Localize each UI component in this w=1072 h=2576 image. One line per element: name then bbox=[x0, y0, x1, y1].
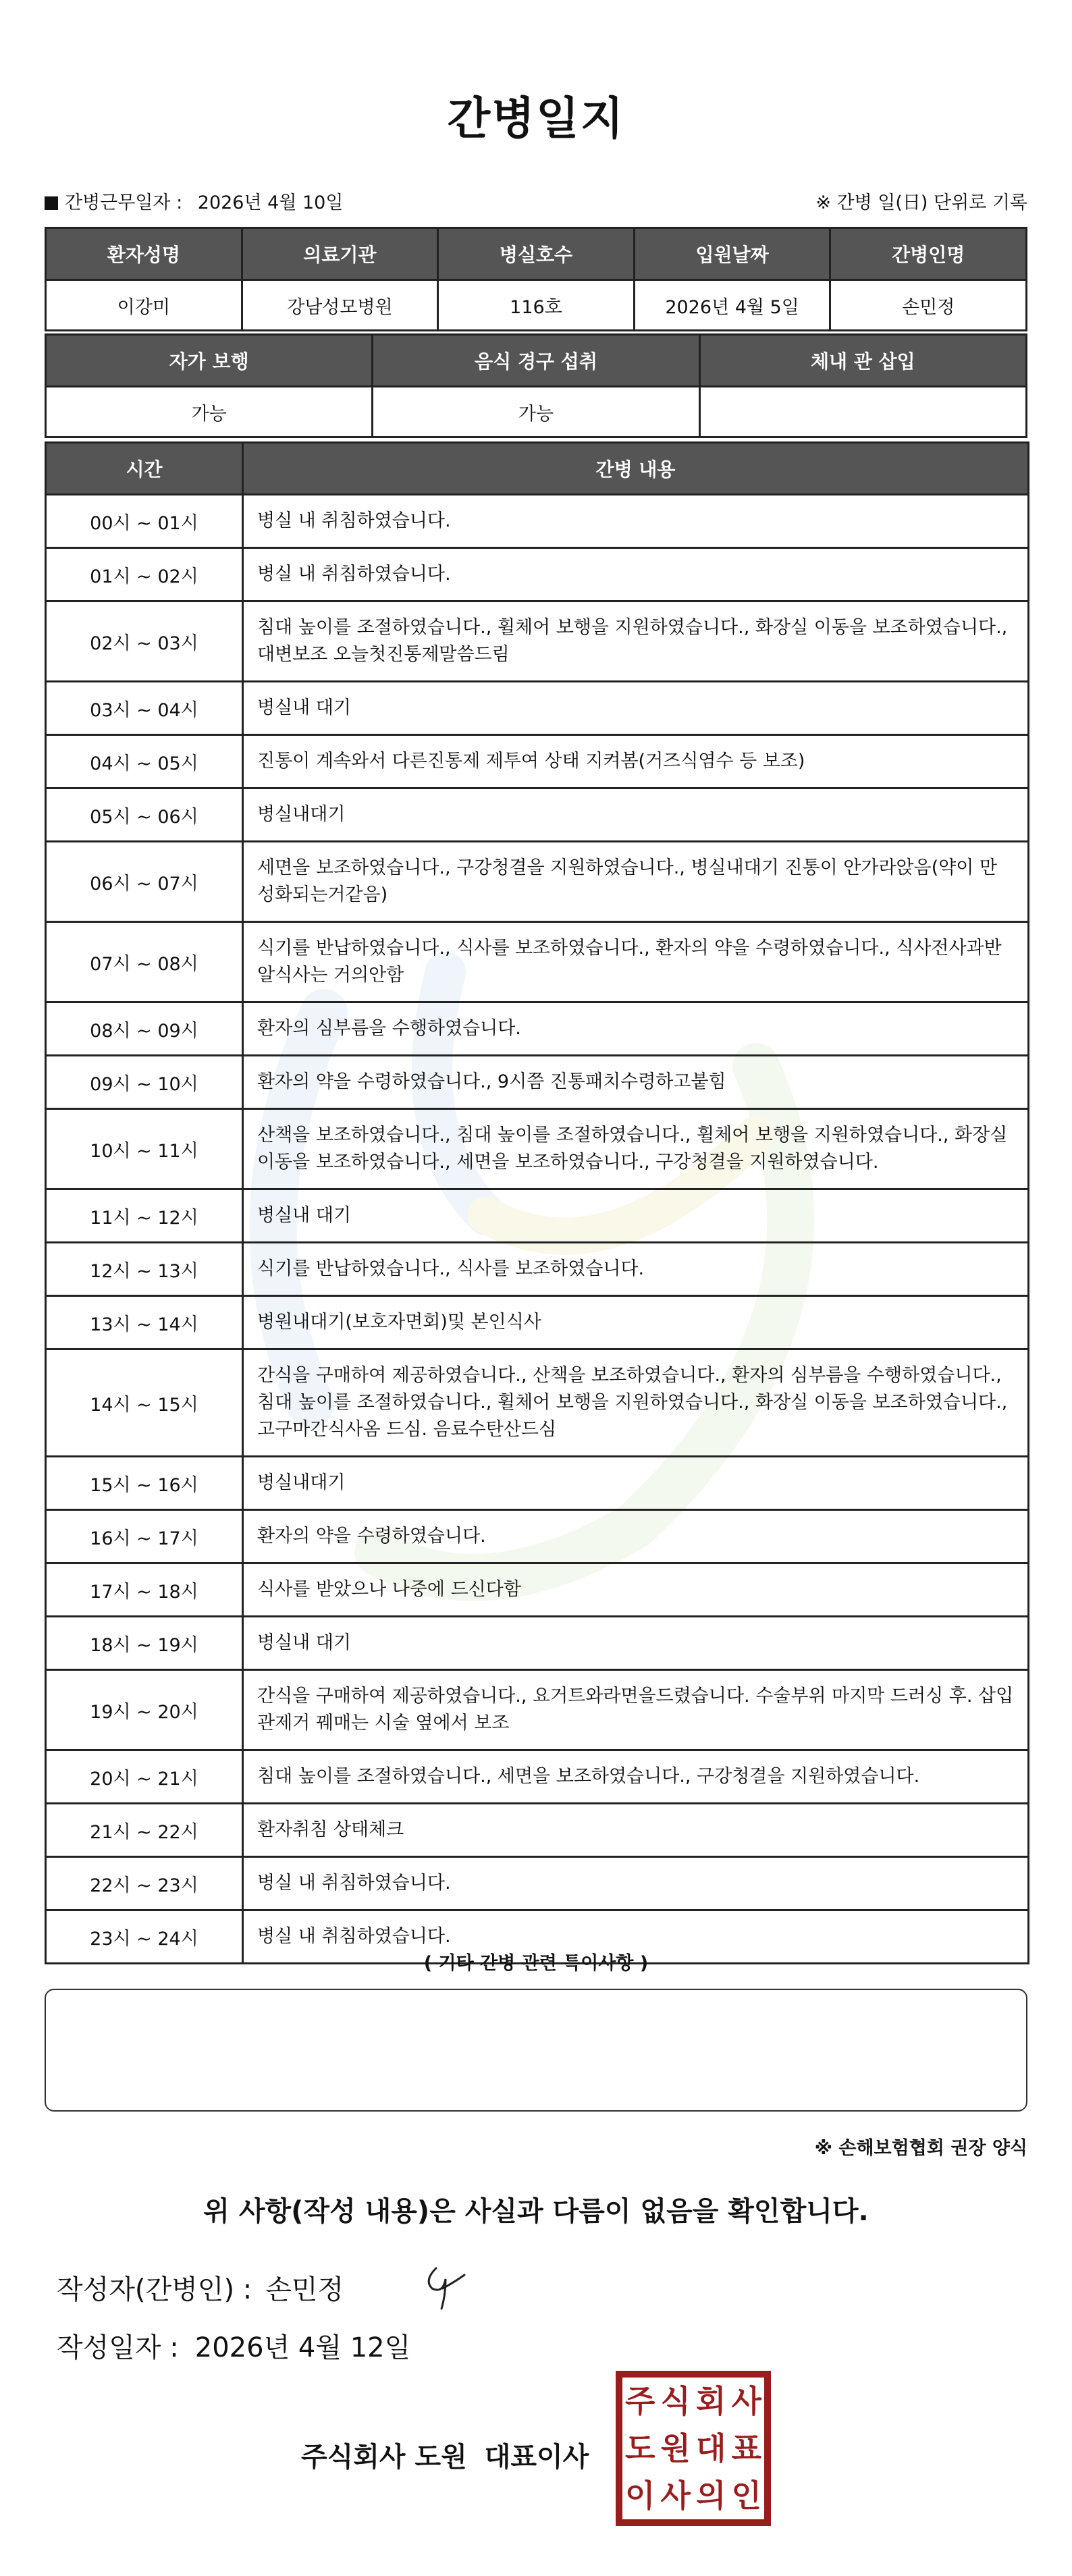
work-date bbox=[45, 188, 343, 214]
signature bbox=[416, 2261, 470, 2315]
time-slot: 17시 ~ 18시 bbox=[46, 1563, 243, 1617]
time-slot: 07시 ~ 08시 bbox=[46, 922, 243, 1002]
company-name: 주식회사 도원 bbox=[301, 2442, 467, 2473]
time-slot: 18시 ~ 19시 bbox=[46, 1617, 243, 1670]
time-slot: 04시 ~ 05시 bbox=[46, 735, 243, 788]
header-hospital: 의료기관 bbox=[242, 228, 438, 280]
care-content: 세면을 보조하였습니다., 구강청결을 지원하였습니다., 병실내대기 진통이 안가라앉음(약이 만성화되는거같음) bbox=[243, 842, 1029, 922]
time-slot: 12시 ~ 13시 bbox=[46, 1243, 243, 1296]
time-slot: 22시 ~ 23시 bbox=[46, 1857, 243, 1910]
table-row bbox=[46, 1670, 1029, 1750]
seal-char: 표 bbox=[731, 2430, 761, 2467]
time-slot: 13시 ~ 14시 bbox=[46, 1296, 243, 1349]
care-content: 병원내대기(보호자면회)및 본인식사 bbox=[243, 1296, 1029, 1349]
table-row bbox=[46, 922, 1029, 1002]
care-content: 병실내대기 bbox=[243, 788, 1029, 842]
time-slot: 02시 ~ 03시 bbox=[46, 601, 243, 682]
time-slot: 15시 ~ 16시 bbox=[46, 1457, 243, 1510]
table-row bbox=[46, 1563, 1029, 1617]
header-patient-name: 환자성명 bbox=[46, 228, 242, 280]
company-seal bbox=[616, 2371, 771, 2526]
care-content: 환자의 약을 수령하였습니다., 9시쯤 진통패치수령하고붙힘 bbox=[243, 1056, 1029, 1109]
tube-insertion-value bbox=[699, 387, 1026, 437]
written-date-line bbox=[57, 2326, 410, 2365]
table-row bbox=[46, 842, 1029, 922]
ability-value-row bbox=[46, 387, 1027, 437]
table-row bbox=[46, 682, 1029, 735]
seal-char: 이 bbox=[625, 2477, 655, 2514]
work-date-value: 2026년 4월 10일 bbox=[197, 192, 344, 213]
work-date-label: 간병근무일자 : bbox=[65, 192, 183, 213]
care-content: 환자의 심부름을 수행하였습니다. bbox=[243, 1002, 1029, 1056]
care-log-rows bbox=[46, 495, 1029, 1964]
care-content: 침대 높이를 조절하였습니다., 세면을 보조하였습니다., 구강청결을 지원하였습니다. bbox=[243, 1750, 1029, 1804]
recommendation-note: ※ 손해보험협회 권장 양식 bbox=[814, 2138, 1027, 2159]
header-self-walking: 자가 보행 bbox=[46, 335, 373, 387]
care-content: 병실내 대기 bbox=[243, 1189, 1029, 1243]
care-content: 환자의 약을 수령하였습니다. bbox=[243, 1510, 1029, 1563]
table-row bbox=[46, 1243, 1029, 1296]
table-row bbox=[46, 1857, 1029, 1910]
care-content: 병실 내 취침하였습니다. bbox=[243, 1910, 1029, 1964]
seal-char: 대 bbox=[696, 2430, 726, 2467]
self-walking-value: 가능 bbox=[46, 387, 373, 437]
care-content: 침대 높이를 조절하였습니다., 휠체어 보행을 지원하였습니다., 화장실 이동을 보조하였습니다., 대변보조 오늘첫진통제말씀드림 bbox=[243, 601, 1029, 682]
time-slot: 10시 ~ 11시 bbox=[46, 1109, 243, 1189]
written-date-label: 작성일자 : bbox=[57, 2332, 179, 2363]
care-content: 식사를 받았으나 나중에 드신다함 bbox=[243, 1563, 1029, 1617]
care-content: 병실내대기 bbox=[243, 1457, 1029, 1510]
table-row bbox=[46, 1804, 1029, 1857]
table-row bbox=[46, 1189, 1029, 1243]
patient-info-header-row bbox=[46, 228, 1027, 280]
oral-intake-value: 가능 bbox=[373, 387, 699, 437]
care-content: 간식을 구매하여 제공하였습니다., 요거트와라면을드렸습니다. 수술부위 마지막 드러싱 후. 삽입관제거 꿰매는 시술 옆에서 보조 bbox=[243, 1670, 1029, 1750]
confirmation-statement: 위 사항(작성 내용)은 사실과 다름이 없음을 확인합니다. bbox=[203, 2196, 869, 2227]
table-row bbox=[46, 1109, 1029, 1189]
time-slot: 16시 ~ 17시 bbox=[46, 1510, 243, 1563]
table-row bbox=[46, 735, 1029, 788]
care-content: 진통이 계속와서 다른진통제 제투여 상태 지켜봄(거즈식염수 등 보조) bbox=[243, 735, 1029, 788]
writer-label: 작성자(간병인) : bbox=[57, 2274, 252, 2305]
care-content: 식기를 반납하였습니다., 식사를 보조하였습니다., 환자의 약을 수령하였습니다., 식사전사과반알식사는 거의안함 bbox=[243, 922, 1029, 1002]
company-line bbox=[301, 2436, 589, 2474]
header-time: 시간 bbox=[46, 443, 243, 495]
time-slot: 20시 ~ 21시 bbox=[46, 1750, 243, 1804]
table-row bbox=[46, 1002, 1029, 1056]
ability-header-row bbox=[46, 335, 1027, 387]
header-tube-insertion: 체내 관 삽입 bbox=[699, 335, 1026, 387]
care-content: 병실 내 취침하였습니다. bbox=[243, 1857, 1029, 1910]
header-caregiver-name: 간병인명 bbox=[830, 228, 1027, 280]
time-slot: 01시 ~ 02시 bbox=[46, 548, 243, 601]
seal-char: 도 bbox=[625, 2430, 655, 2467]
time-slot: 11시 ~ 12시 bbox=[46, 1189, 243, 1243]
care-content: 환자취침 상태체크 bbox=[243, 1804, 1029, 1857]
care-content: 병실내 대기 bbox=[243, 1617, 1029, 1670]
time-slot: 03시 ~ 04시 bbox=[46, 682, 243, 735]
header-admission-date: 입원날짜 bbox=[634, 228, 830, 280]
time-slot: 23시 ~ 24시 bbox=[46, 1910, 243, 1964]
table-row bbox=[46, 788, 1029, 842]
care-content: 간식을 구매하여 제공하였습니다., 산책을 보조하였습니다., 환자의 심부름을 수행하였습니다., 침대 높이를 조절하였습니다., 휠체어 보행을 지원하였습니다., 화장실 이동을 보조하였습니다., 고구마간식사옴 드심. 음료수탄산드심 bbox=[243, 1349, 1029, 1457]
care-content: 병실 내 취침하였습니다. bbox=[243, 495, 1029, 548]
time-slot: 00시 ~ 01시 bbox=[46, 495, 243, 548]
patient-name: 이강미 bbox=[46, 280, 242, 331]
seal-char: 의 bbox=[696, 2477, 726, 2514]
seal-char: 원 bbox=[660, 2430, 691, 2467]
time-slot: 08시 ~ 09시 bbox=[46, 1002, 243, 1056]
patient-info-table bbox=[45, 227, 1027, 331]
table-row bbox=[46, 1617, 1029, 1670]
care-content: 식기를 반납하였습니다., 식사를 보조하였습니다. bbox=[243, 1243, 1029, 1296]
patient-info-value-row bbox=[46, 280, 1027, 331]
table-row bbox=[46, 601, 1029, 682]
care-content: 병실 내 취침하였습니다. bbox=[243, 548, 1029, 601]
written-date-value: 2026년 4월 12일 bbox=[194, 2332, 411, 2363]
time-slot: 21시 ~ 22시 bbox=[46, 1804, 243, 1857]
seal-char: 사 bbox=[731, 2383, 761, 2419]
caregiver-name: 손민정 bbox=[830, 280, 1027, 331]
header-room-number: 병실호수 bbox=[438, 228, 635, 280]
table-row bbox=[46, 1349, 1029, 1457]
header-oral-intake: 음식 경구 섭취 bbox=[373, 335, 699, 387]
table-row bbox=[46, 1457, 1029, 1510]
table-row bbox=[46, 1056, 1029, 1109]
seal-char: 사 bbox=[660, 2477, 691, 2514]
room-number: 116호 bbox=[438, 280, 635, 331]
table-row bbox=[46, 495, 1029, 548]
time-slot: 05시 ~ 06시 bbox=[46, 788, 243, 842]
remarks-title: ( 기타 간병 관련 특이사항 ) bbox=[423, 1953, 649, 1974]
seal-char: 주 bbox=[625, 2383, 655, 2419]
seal-char: 인 bbox=[731, 2477, 761, 2514]
table-row bbox=[46, 1510, 1029, 1563]
remarks-box bbox=[45, 1989, 1027, 2112]
hospital-name: 강남성모병원 bbox=[242, 280, 438, 331]
admission-date: 2026년 4월 5일 bbox=[634, 280, 830, 331]
table-row bbox=[46, 1296, 1029, 1349]
writer-line bbox=[57, 2268, 344, 2307]
ability-table bbox=[45, 333, 1027, 438]
time-slot: 14시 ~ 15시 bbox=[46, 1349, 243, 1457]
care-content: 산책을 보조하였습니다., 침대 높이를 조절하였습니다., 휠체어 보행을 지원하였습니다., 화장실 이동을 보조하였습니다., 세면을 보조하였습니다., 구강청결을 지원하였습니다. bbox=[243, 1109, 1029, 1189]
time-slot: 19시 ~ 20시 bbox=[46, 1670, 243, 1750]
square-bullet-icon bbox=[45, 196, 58, 210]
header-care-content: 간병 내용 bbox=[243, 443, 1029, 495]
time-slot: 09시 ~ 10시 bbox=[46, 1056, 243, 1109]
seal-char: 식 bbox=[660, 2383, 691, 2419]
table-row bbox=[46, 548, 1029, 601]
care-content: 병실내 대기 bbox=[243, 682, 1029, 735]
care-log-table bbox=[45, 441, 1029, 1964]
table-row bbox=[46, 1750, 1029, 1804]
seal-char: 회 bbox=[696, 2383, 726, 2419]
time-slot: 06시 ~ 07시 bbox=[46, 842, 243, 922]
company-ceo: 대표이사 bbox=[484, 2442, 589, 2473]
care-log-header-row bbox=[46, 443, 1029, 495]
document-title: 간병일지 bbox=[447, 92, 625, 144]
record-unit-note: ※ 간병 일(日) 단위로 기록 bbox=[815, 192, 1027, 213]
writer-name: 손민정 bbox=[265, 2274, 344, 2305]
